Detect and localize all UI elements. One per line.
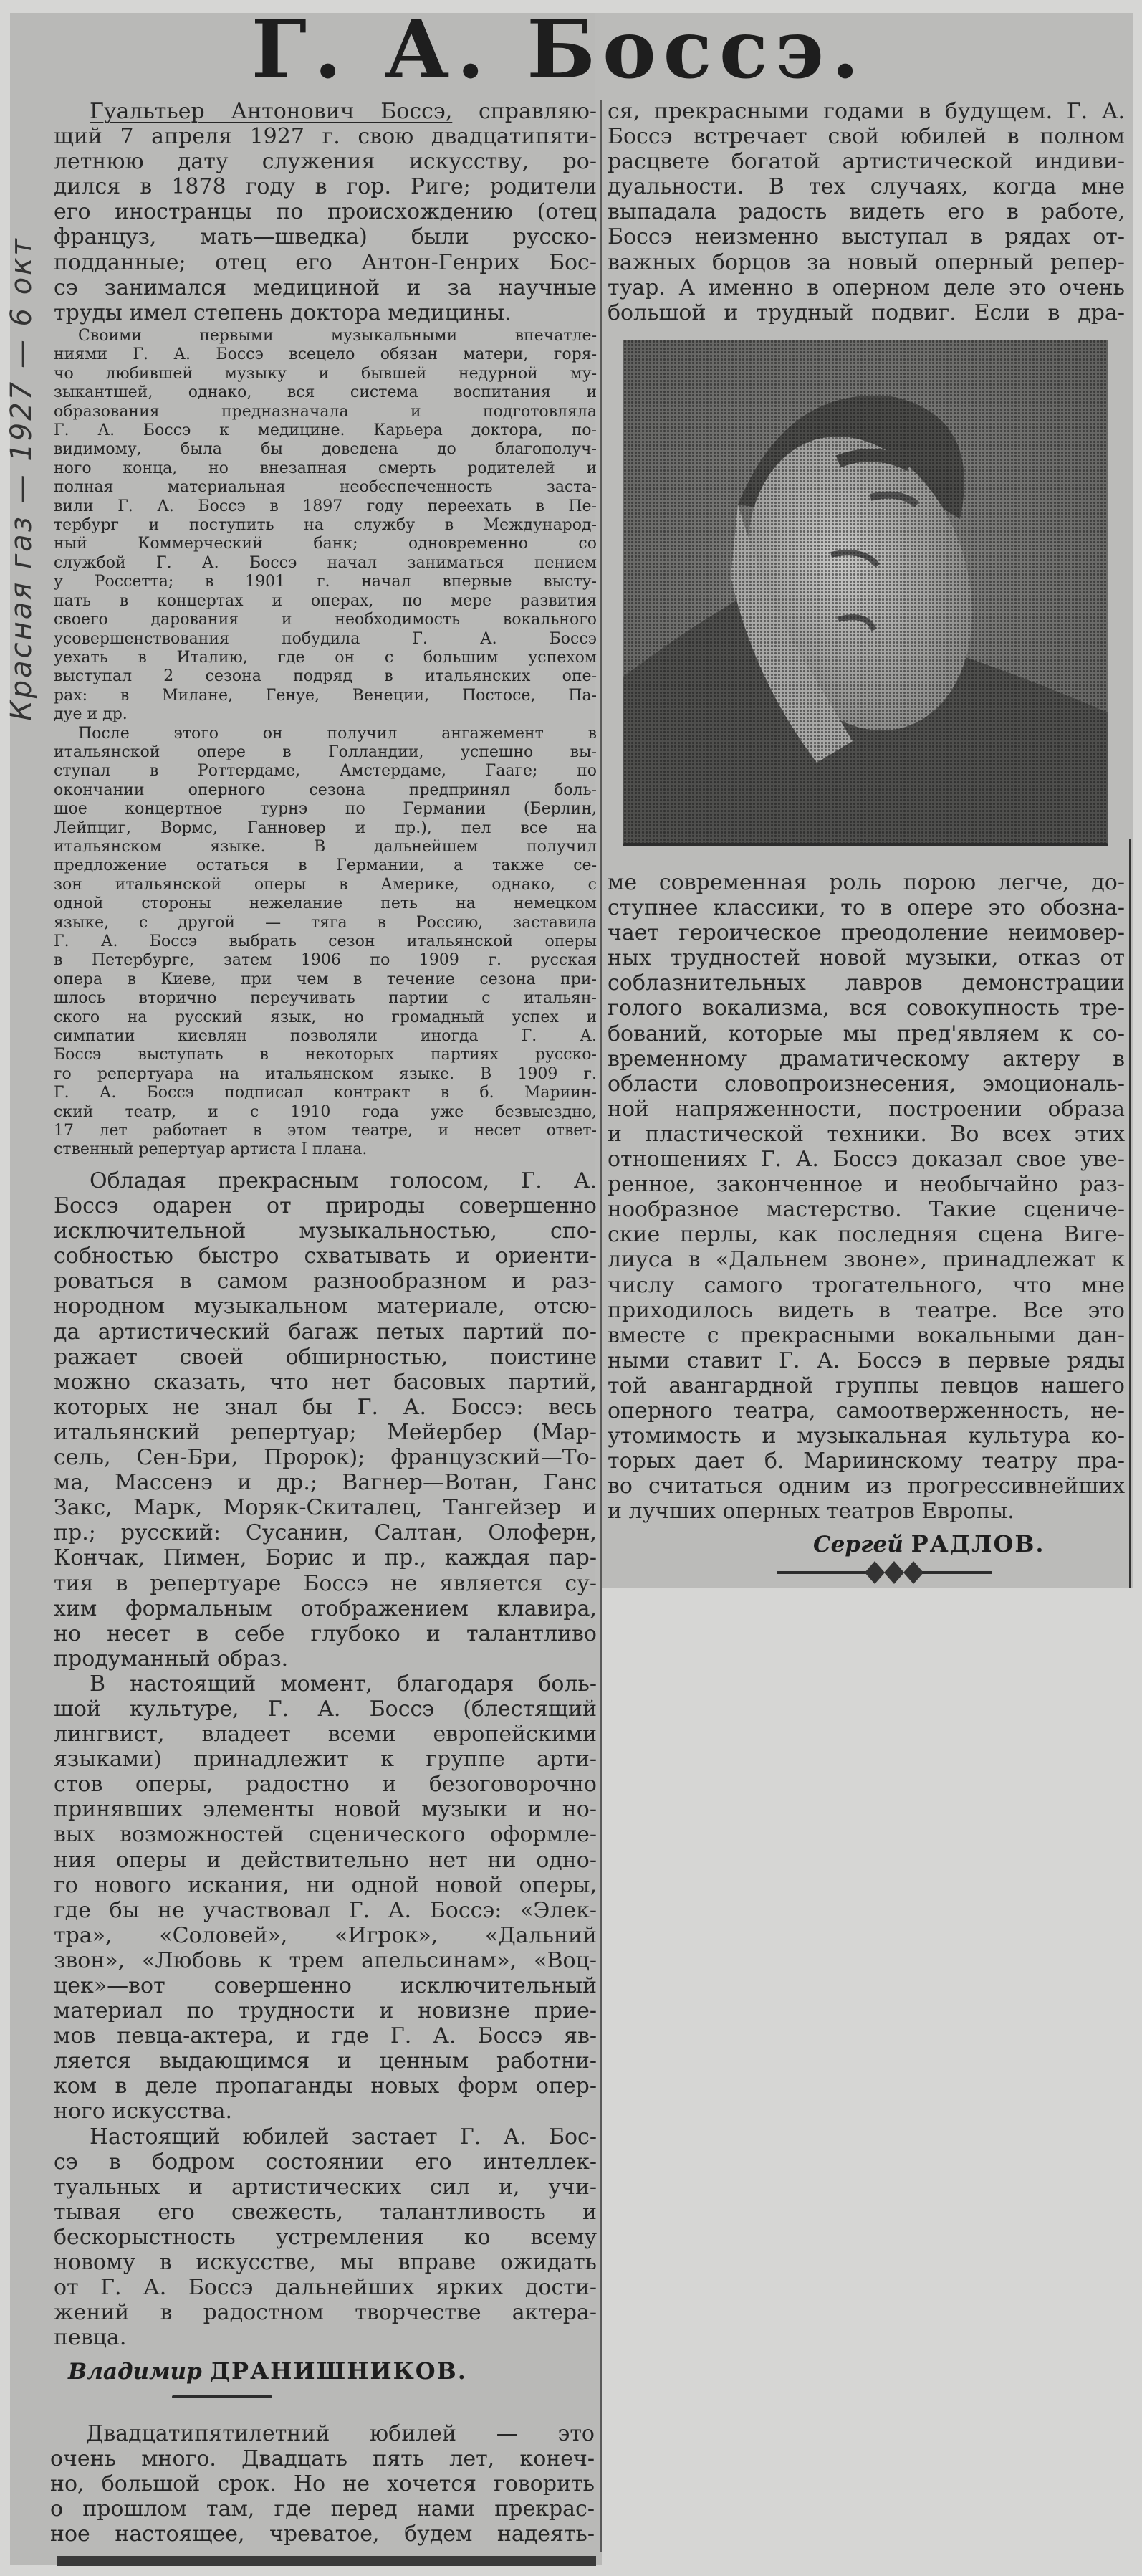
text-line: числу самого трогательного, что мне <box>608 1272 1125 1298</box>
paragraph <box>54 1168 597 1671</box>
text-line: труды имел степень доктора медицины. <box>54 300 512 325</box>
text-line: предложение остаться в Германии, а также се- <box>54 857 597 875</box>
text-line: приходилось видеть в театре. Все это <box>608 1297 1125 1323</box>
text-line: ниями Г. А. Боссэ всецело обязан матери, горя- <box>54 345 597 364</box>
signature-first-name: Владимир <box>68 2359 202 2385</box>
portrait-photo <box>623 340 1108 846</box>
text-line: Боссэ неизменно выступал в рядах от- <box>608 224 1125 250</box>
text-line: туальных и артистических сил и, учи- <box>54 2174 597 2200</box>
text-line: языке, с другой — тяга в Россию, заставила <box>54 913 597 932</box>
text-line: итальянский репертуар; Мейербер (Мар- <box>54 1419 597 1445</box>
signature-radlov <box>813 1531 1045 1557</box>
text-line: продуманный образ. <box>54 1646 289 1671</box>
text-line: которых не знал бы Г. А. Боссэ: весь <box>54 1394 597 1420</box>
text-line: чает героическое преодоление неимовер- <box>608 920 1125 946</box>
text-line: симпатии киевлян позволяли иногда Г. А. <box>54 1027 597 1046</box>
text-line: образования предназначала и подготовляла <box>54 402 597 421</box>
text-line: исключительной музыкальностью, спо- <box>54 1218 597 1244</box>
signature-first-name: Сергей <box>813 1532 903 1557</box>
text-line: Г. А. Боссэ выбрать сезон итальянской оперы <box>54 932 597 950</box>
text-line: одной стороны нежелание петь на немецком <box>54 895 597 913</box>
column-border-right <box>1129 839 1131 1588</box>
second-article-body <box>50 2421 595 2547</box>
text-line: утомимость и музыкальная культура ко- <box>608 1423 1125 1449</box>
text-line: бований, которые мы пред'являем к со- <box>608 1021 1125 1046</box>
text-line: вых возможностей сценического оформле- <box>54 1822 597 1848</box>
text-line: нообразное мастерство. Такие сцениче- <box>608 1197 1125 1223</box>
photo-bottom-rule <box>623 843 1108 846</box>
text-line: подданные; отец его Антон-Генрих Бос- <box>54 249 597 275</box>
text-line: Кончак, Пимен, Борис и пр., каждая пар- <box>54 1545 597 1571</box>
text-line: ния оперы и действительно нет ни одно- <box>54 1847 597 1873</box>
text-line: шой культуре, Г. А. Боссэ (блестящий <box>54 1696 597 1722</box>
paragraph <box>608 99 1125 325</box>
text-line: дился в 1878 году в гор. Риге; родители <box>54 174 597 200</box>
text-line: ных трудностей новой музыки, отказ от <box>608 945 1125 971</box>
text-line: ренное, законченное и необычайно раз- <box>608 1172 1125 1198</box>
handwritten-note: Красная газ — 1927 — 6 окт <box>5 237 38 721</box>
text-line: выступал 2 сезона подряд в итальянских опе- <box>54 667 597 686</box>
text-line: сэ в бодром состоянии его интеллек- <box>54 2149 597 2175</box>
text-line: После этого он получил ангажемент в <box>78 724 597 743</box>
text-line: и лучших оперных театров Европы. <box>608 1499 1014 1525</box>
text-line: Обладая прекрасным голосом, Г. А. <box>90 1168 597 1193</box>
text-line: стов оперы, радостно и безоговорочно <box>54 1772 597 1798</box>
text-line: мов певца-актера, и где Г. А. Боссэ яв- <box>54 2023 597 2049</box>
text-line: принявших элементы новой музыки и но- <box>54 1797 597 1823</box>
text-line: ступал в Роттердаме, Амстердаме, Гааге; по <box>54 762 597 781</box>
text-line: го репертуара на итальянском языке. В 1909 г. <box>54 1064 597 1083</box>
text-line: окончании оперного сезона предпринял боль- <box>54 781 597 799</box>
text-line: тра», «Соловей», «Игрок», «Дальний <box>54 1922 597 1948</box>
text-line: зыкантшей, однако, вся система воспитания и <box>54 383 597 402</box>
signature-dranishnikov <box>68 2358 467 2385</box>
text-line: материал по трудности и новизне прие- <box>54 1998 597 2024</box>
signature-surname: ДРАНИШНИКОВ. <box>209 2357 467 2385</box>
text-line <box>54 99 597 124</box>
text-line: роваться в самом разнообразном и раз- <box>54 1269 597 1294</box>
right-column-top-text <box>608 99 1125 325</box>
text-line: ственный репертуар артиста I плана. <box>54 1140 368 1159</box>
text-line: звон», «Любовь к трем апельсинам», «Воц- <box>54 1947 597 1973</box>
text-line: тывая его свежесть, талантливость и <box>54 2199 597 2225</box>
text-line: ступнее классики, то в опере это обозна- <box>608 895 1125 921</box>
right-column-body <box>608 870 1125 1524</box>
text-line: туар. А именно в оперном деле это очень <box>608 275 1125 300</box>
text-line: полная материальная необеспеченность заста- <box>54 478 597 497</box>
text-line: области словопроизнесения, эмоциональ- <box>608 1071 1125 1097</box>
text-line: пр.; русский: Сусанин, Салтан, Олоферн, <box>54 1520 597 1546</box>
ornament-divider <box>777 1560 992 1585</box>
text-line: и пластической техники. Во всех этих <box>608 1121 1125 1147</box>
text-line: дуальности. В тех случаях, когда мне <box>608 174 1125 200</box>
text-line: француз, мать—шведка) были русско- <box>54 224 597 250</box>
text-line: вили Г. А. Боссэ в 1897 году переехать в Пе- <box>54 497 597 515</box>
text-line: Боссэ встречает свой юбилей в полном <box>608 124 1125 150</box>
text-line: певца. <box>54 2325 127 2351</box>
text-line: ские перлы, как последняя сцена Виге- <box>608 1222 1125 1248</box>
text-line: большой и трудный подвиг. Если в дра- <box>608 300 1125 325</box>
text-line: летнюю дату служения искусству, ро- <box>54 149 597 175</box>
separator-rule <box>172 2395 272 2398</box>
paragraph <box>54 725 597 1160</box>
text-line: службой Г. А. Боссэ начал заниматься пением <box>54 553 597 572</box>
text-line: шое концертное турнэ по Германии (Берлин, <box>54 800 597 819</box>
text-line: ный Коммерческий банк; одновременно со <box>54 535 597 553</box>
text-line: нородном музыкальном материале, отсю- <box>54 1294 597 1320</box>
text-line: хим формальным отображением клавира, <box>54 1595 597 1621</box>
text-line: расцвете богатой артистической индиви- <box>608 149 1125 175</box>
text-line: итальянском языке. В дальнейшем получил <box>54 837 597 856</box>
text-line: соблазнительных лавров демонстрации <box>608 970 1125 996</box>
text-line: где бы не участвовал Г. А. Боссэ: «Элек- <box>54 1897 597 1923</box>
left-column-body <box>54 1168 597 2350</box>
text-line: лингвист, владеет всеми европейскими <box>54 1722 597 1747</box>
text-line: голого вокализма, вся совокупность тре- <box>608 996 1125 1021</box>
text-line: итальянской опере в Голландии, успешно вы- <box>54 743 597 761</box>
text-line: В настоящий момент, благодаря боль- <box>90 1671 597 1697</box>
text-line: пать в концертах и операх, по мере развития <box>54 591 597 610</box>
text-line: вместе с прекрасными вокальными дан- <box>608 1322 1125 1348</box>
text-line: временному драматическому актеру в <box>608 1046 1125 1072</box>
text-line: но, большой срок. Но не хочется говорить <box>50 2471 595 2497</box>
text-line: цек»—вот совершенно исключительный <box>54 1973 597 1998</box>
text-line: бескорыстность устремления ко всему <box>54 2224 597 2250</box>
text-line: 17 лет работает в этом театре, и несет ответ- <box>54 1122 597 1140</box>
text-line: той авангардной группы певцов нашего <box>608 1373 1125 1398</box>
text-line: своего дарования и необходимость вокального <box>54 611 597 629</box>
text-line: Боссэ одарен от природы совершенно <box>54 1193 597 1219</box>
text-line: дуе и др. <box>54 705 128 724</box>
signature-surname: РАДЛОВ. <box>911 1530 1045 1557</box>
text-line: щий 7 апреля 1927 г. свою двадцатипяти- <box>54 124 597 150</box>
text-line: зон итальянской оперы в Америке, однако, с <box>54 875 597 894</box>
text-line: ного конца, но внезапная смерть родителей и <box>54 459 597 477</box>
paragraph <box>50 2421 595 2547</box>
text-line: ное настоящее, чреватое, будем надеять- <box>50 2522 595 2547</box>
text-line: у Россетта; в 1901 г. начал впервые высту- <box>54 573 597 591</box>
text-line: ной напряженности, построении образа <box>608 1096 1125 1122</box>
text-line: сель, Сен-Бри, Пророк); французский—То- <box>54 1445 597 1471</box>
text-line: новому в искусстве, мы вправе ожидать <box>54 2250 597 2276</box>
text-line: ляется выдающимся и ценным работни- <box>54 2048 597 2074</box>
text-line: уехать в Италию, где он с большим успехом <box>54 648 597 667</box>
text-line: ме современная роль порою легче, до- <box>608 870 1125 895</box>
text-line: ражает своей обширностью, поистине <box>54 1344 597 1370</box>
text-line: о прошлом там, где перед нами прекрас- <box>50 2496 595 2522</box>
text-line: Г. А. Боссэ подписал контракт в б. Мариин- <box>54 1084 597 1102</box>
text-line: очень много. Двадцать пять лет, конеч- <box>50 2446 595 2472</box>
text-line: сэ занимался медициной и за научные <box>54 275 597 300</box>
text-line: го нового искания, ни одной новой оперы, <box>54 1872 597 1898</box>
text-line: да артистический багаж петых партий по- <box>54 1319 597 1345</box>
article-title: Г. А. Боссэ. <box>251 3 867 97</box>
text-line: ся, прекрасными годами в будущем. Г. А. <box>608 99 1125 124</box>
text-line: ского на русский язык, но громадный успех и <box>54 1008 597 1026</box>
text-line: ский театр, и с 1910 года уже безвыездно, <box>54 1102 597 1121</box>
text-line: ма, Массенэ и др.; Вагнер—Вотан, Ганс <box>54 1470 597 1496</box>
text-line: но несет в себе глубоко и талантливо <box>54 1621 597 1646</box>
text-line: опера в Киеве, при чем в течение сезона при- <box>54 970 597 988</box>
text-line: в Петербурге, затем 1906 по 1909 г. русская <box>54 951 597 970</box>
text-line: усовершенствования побудила Г. А. Боссэ <box>54 629 597 648</box>
text-line: ными ставит Г. А. Боссэ в первые ряды <box>608 1347 1125 1373</box>
text-line: Боссэ выступать в некоторых партиях русско- <box>54 1046 597 1064</box>
text-line: чо любившей музыку и бывшей недурной му- <box>54 364 597 383</box>
text-line: шлось вторично переучивать партии с итальян- <box>54 989 597 1008</box>
text-line: Настоящий юбилей застает Г. А. Бос- <box>90 2124 597 2150</box>
text-line: собностью быстро схватывать и ориенти- <box>54 1244 597 1269</box>
text-line: жений в радостном творчестве актера- <box>54 2300 597 2326</box>
column-divider <box>600 100 602 2552</box>
text-line: ного искусства. <box>54 2099 233 2124</box>
biography-small-print <box>54 327 597 1160</box>
text-line: Своими первыми музыкальными впечатле- <box>78 327 597 345</box>
text-line: видимому, была бы доведена до благополуч- <box>54 440 597 459</box>
text-line: Закс, Марк, Моряк-Скиталец, Тангейзер и <box>54 1495 597 1521</box>
text-line: Г. А. Боссэ к медицине. Карьера доктора, по- <box>54 421 597 440</box>
text-fragment: справляю- <box>452 99 597 124</box>
text-line: лиуса в «Дальнем звоне», принадлежат к <box>608 1247 1125 1273</box>
text-line: ком в деле пропаганды новых форм опер- <box>54 2074 597 2099</box>
text-line: Лейпциг, Вормс, Ганновер и пр.), пел все на <box>54 819 597 837</box>
text-line: можно сказать, что нет басовых партий, <box>54 1369 597 1395</box>
text-line: отношениях Г. А. Боссэ доказал свое уве- <box>608 1147 1125 1173</box>
text-line: от Г. А. Боссэ дальнейших ярких дости- <box>54 2275 597 2301</box>
text-line: языками) принадлежит к группе арти- <box>54 1747 597 1773</box>
text-line: во считаться одним из прогрессивнейших <box>608 1474 1125 1499</box>
paragraph <box>608 870 1125 1524</box>
intro-paragraph <box>54 99 597 325</box>
paragraph <box>54 2124 597 2351</box>
text-line: тия в репертуаре Боссэ не является су- <box>54 1570 597 1596</box>
cut-edge-strip <box>57 2556 596 2566</box>
subject-name: Гуальтьер Антонович Боссэ, <box>90 99 453 124</box>
text-line: торых дает б. Мариинскому театру пра- <box>608 1449 1125 1474</box>
paragraph <box>54 327 597 725</box>
text-line: его иностранцы по происхождению (отец <box>54 199 597 225</box>
text-line: важных борцов за новый оперный репер- <box>608 249 1125 275</box>
text-line: Двадцатипятилетний юбилей — это <box>86 2421 595 2446</box>
paragraph <box>54 1671 597 2124</box>
text-line: тербург и поступить на службу в Международ- <box>54 516 597 535</box>
text-line: оперного театра, самоотверженность, не- <box>608 1398 1125 1423</box>
text-line: выпадала радость видеть его в работе, <box>608 199 1125 225</box>
text-line: рах: в Милане, Генуе, Венеции, Постосе, Па- <box>54 686 597 705</box>
